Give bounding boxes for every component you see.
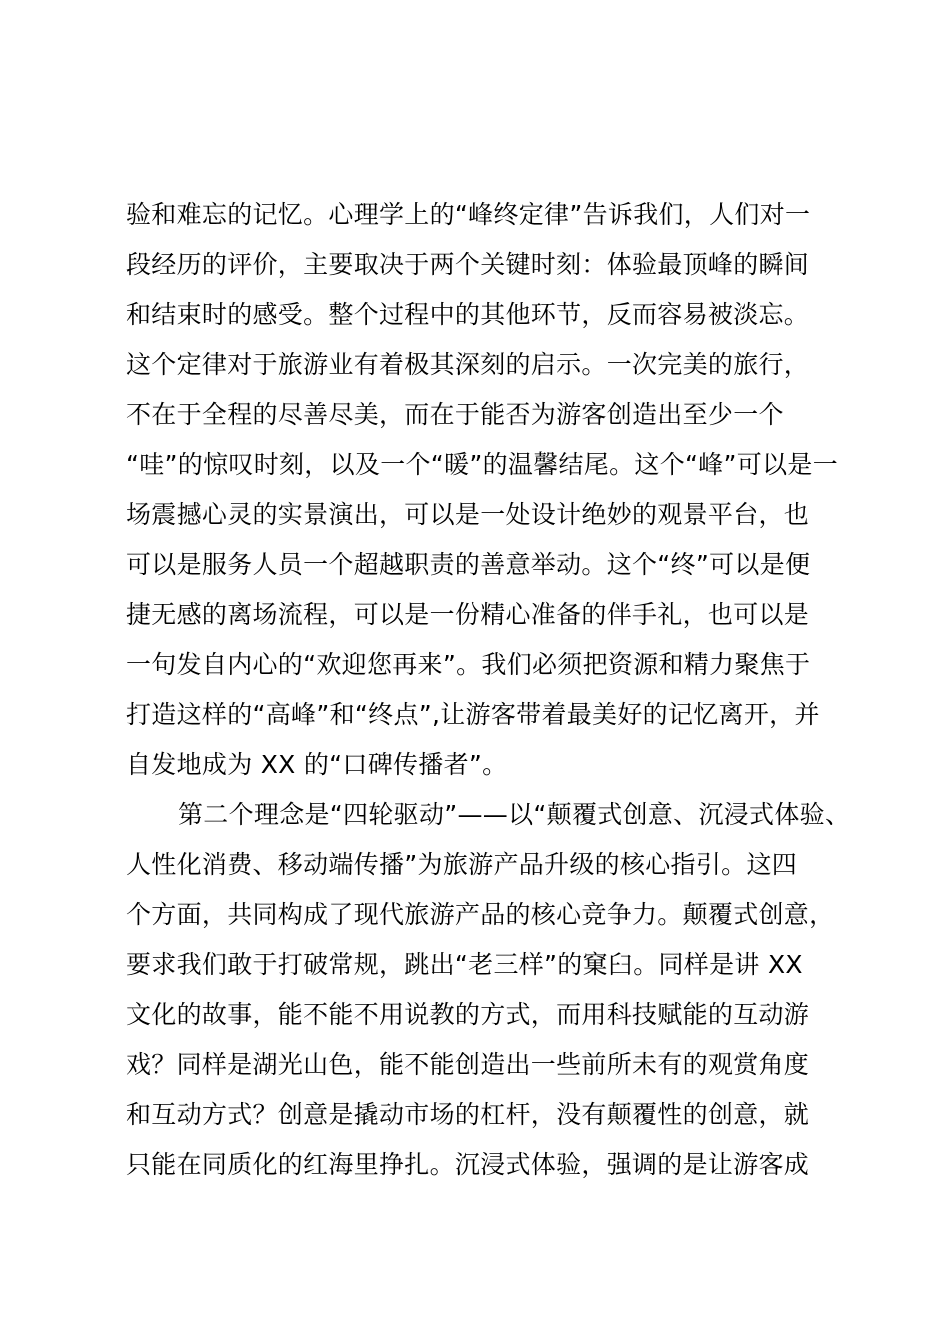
text-line: 戏？同样是湖光山色，能不能创造出一些前所未有的观赏角度 bbox=[126, 1050, 810, 1079]
text-line: 段经历的评价，主要取决于两个关键时刻：体验最顶峰的瞬间 bbox=[126, 250, 810, 279]
text-line: 可以是服务人员一个超越职责的善意举动。这个“终”可以是便 bbox=[126, 550, 811, 579]
text-line: 这个定律对于旅游业有着极其深刻的启示。一次完美的旅行， bbox=[126, 350, 810, 379]
text-line: 一句发自内心的“欢迎您再来”。我们必须把资源和精力聚焦于 bbox=[126, 650, 811, 679]
text-line: 人性化消费、移动端传播”为旅游产品升级的核心指引。这四 bbox=[126, 850, 798, 879]
text-line: 只能在同质化的红海里挣扎。沉浸式体验，强调的是让游客成 bbox=[126, 1150, 810, 1179]
text-line: 验和难忘的记忆。心理学上的“峰终定律”告诉我们，人们对一 bbox=[126, 200, 811, 229]
text-line: 个方面，共同构成了现代旅游产品的核心竞争力。颠覆式创意， bbox=[126, 900, 835, 929]
text-line: 文化的故事，能不能不用说教的方式，而用科技赋能的互动游 bbox=[126, 1000, 810, 1029]
text-line: 要求我们敢于打破常规，跳出“老三样”的窠臼。同样是讲 XX bbox=[126, 950, 803, 979]
text-line: 自发地成为 XX 的“口碑传播者”。 bbox=[126, 750, 508, 779]
text-line: 打造这样的“高峰”和“终点”,让游客带着最美好的记忆离开，并 bbox=[126, 700, 820, 729]
text-line: 和结束时的感受。整个过程中的其他环节，反而容易被淡忘。 bbox=[126, 300, 810, 329]
text-line: 场震撼心灵的实景演出，可以是一处设计绝妙的观景平台，也 bbox=[126, 500, 810, 529]
text-line: 不在于全程的尽善尽美，而在于能否为游客创造出至少一个 bbox=[126, 400, 784, 429]
text-line: “哇”的惊叹时刻，以及一个“暖”的温馨结尾。这个“峰”可以是一 bbox=[126, 450, 839, 479]
paragraph-start-line: 第二个理念是“四轮驱动”——以“颠覆式创意、沉浸式体验、 bbox=[178, 800, 851, 829]
text-line: 和互动方式？创意是撬动市场的杠杆，没有颠覆性的创意，就 bbox=[126, 1100, 810, 1129]
text-line: 捷无感的离场流程，可以是一份精心准备的伴手礼，也可以是 bbox=[126, 600, 810, 629]
body-text bbox=[126, 190, 851, 1190]
